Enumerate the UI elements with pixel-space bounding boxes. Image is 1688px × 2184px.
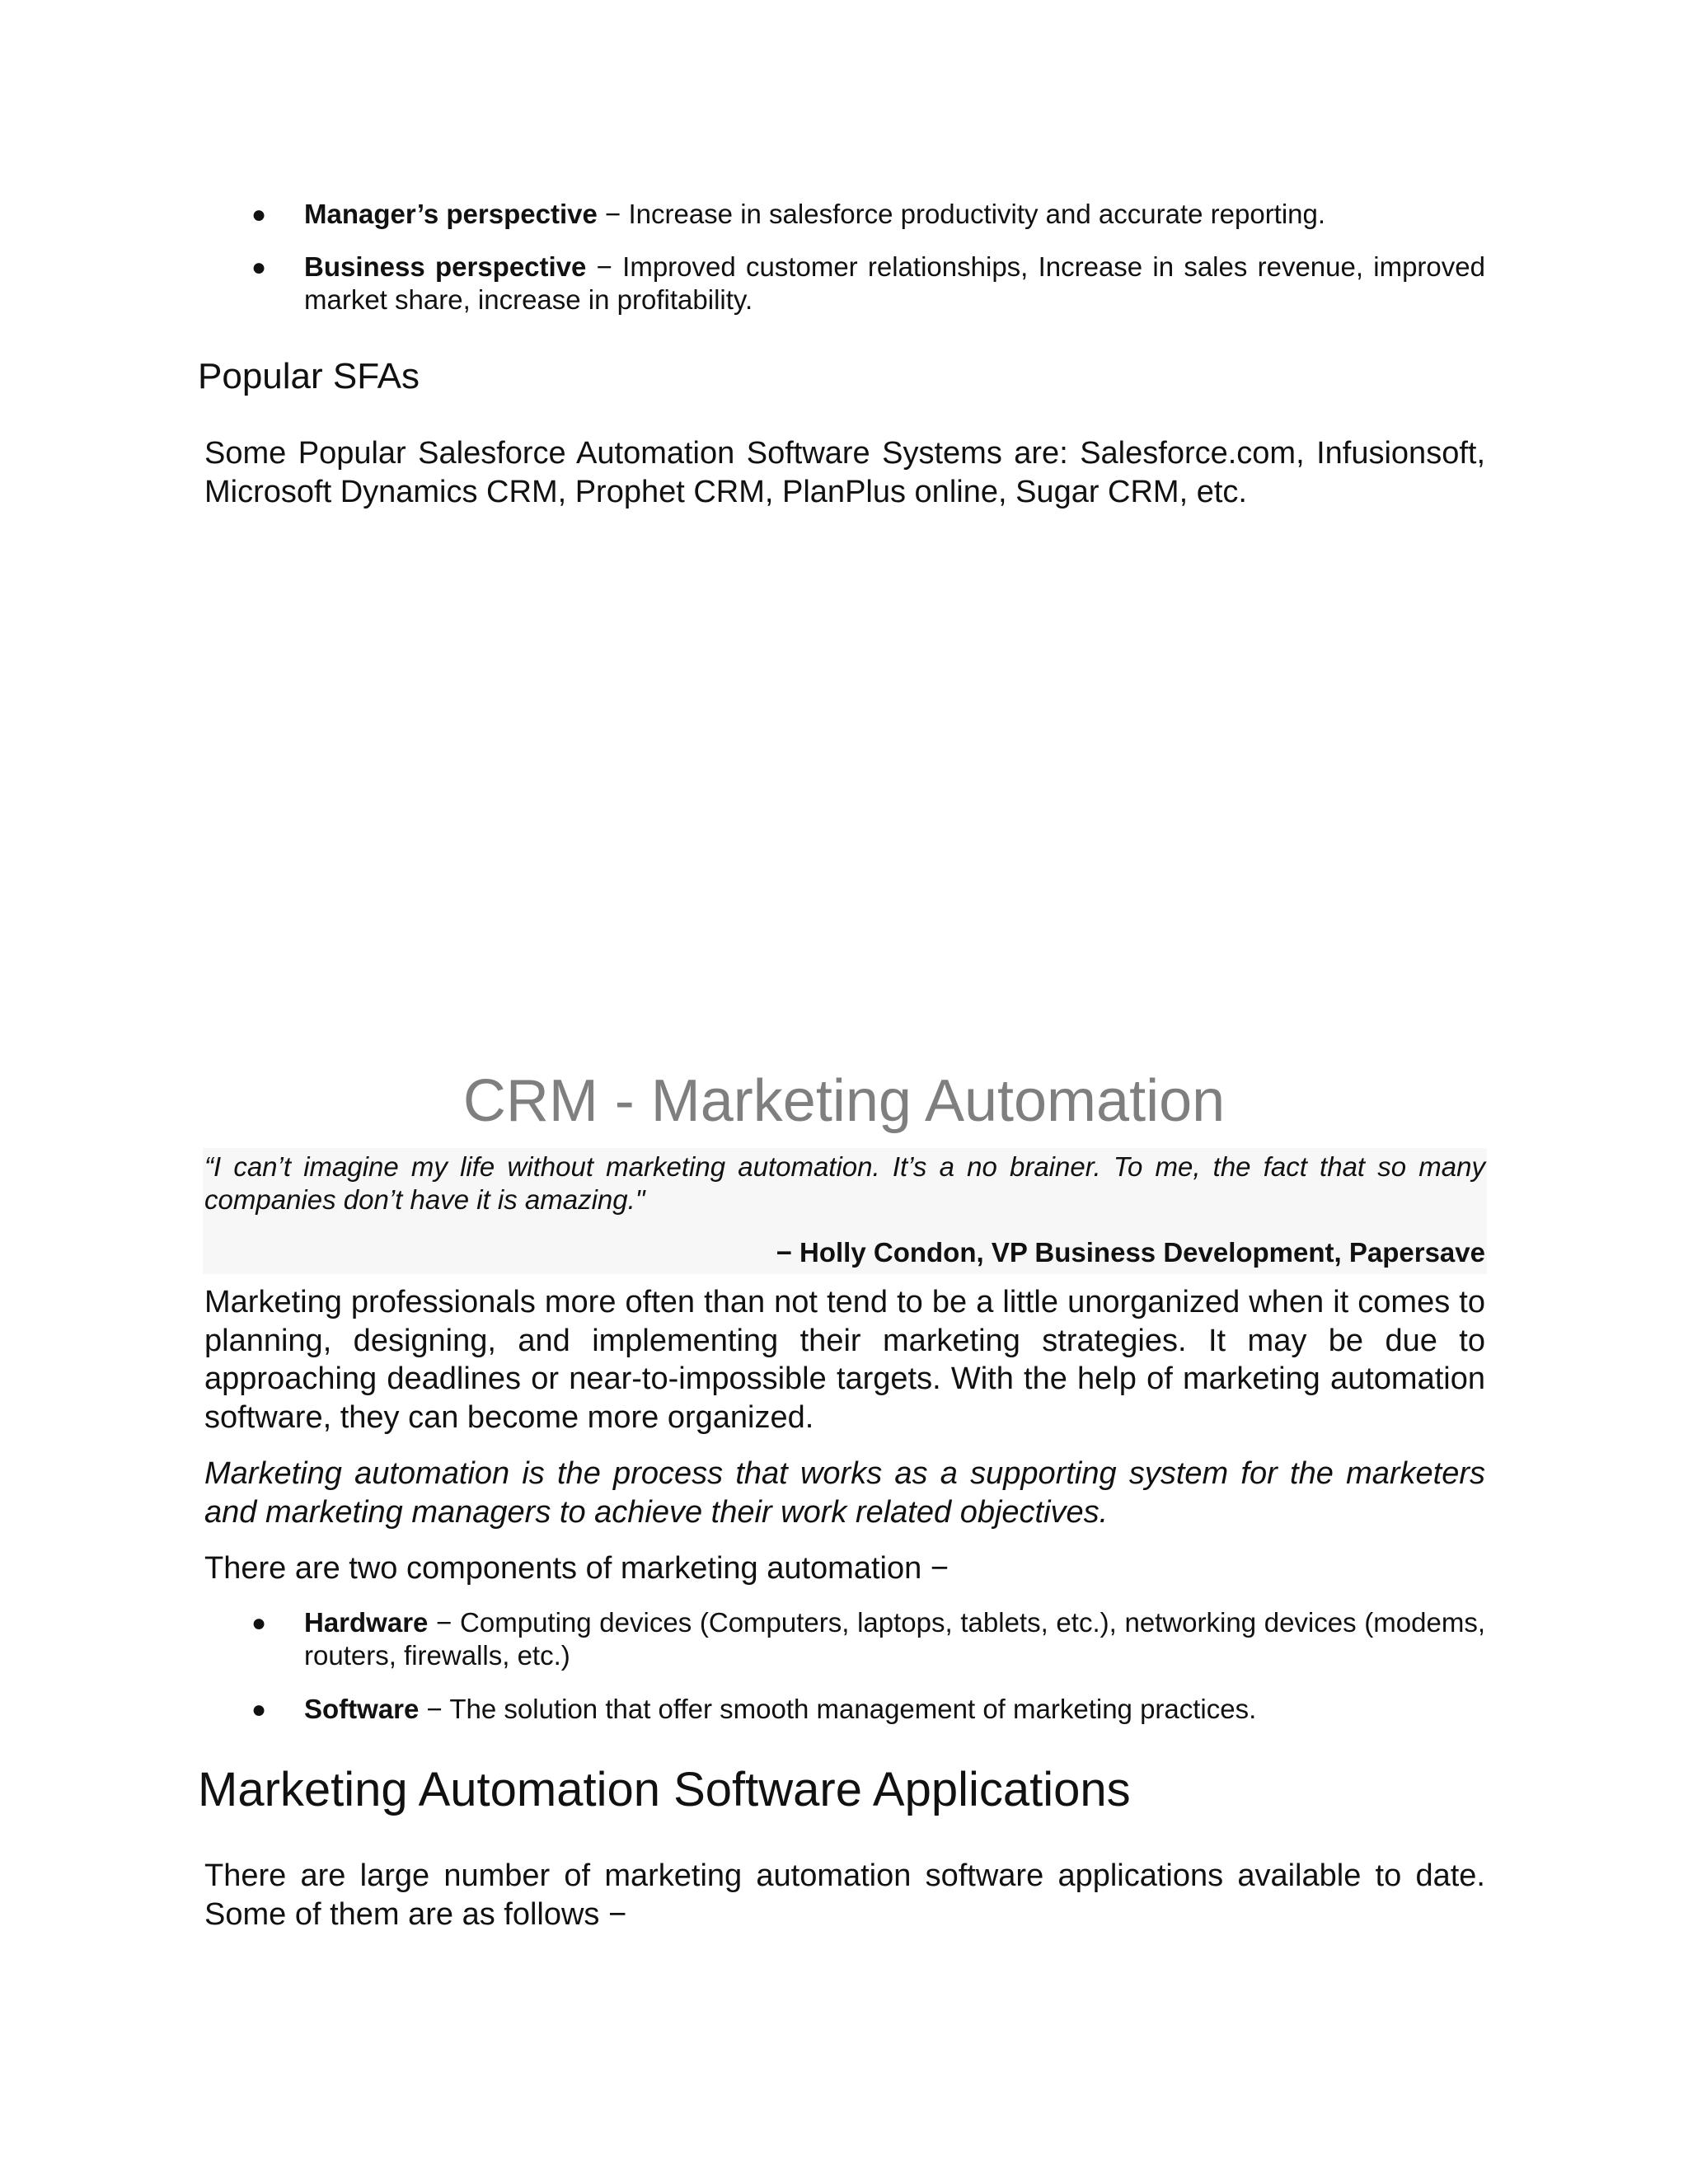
definition-paragraph: Marketing automation is the process that works as a supporting system for the marketers and marketing managers to achieve their work related objectives. <box>204 1456 1485 1530</box>
quote-text: “I can’t imagine my life without marketing automation. It’s a no brainer. To me, the fact that so many companies don’t have it is amazing." <box>204 1151 1485 1215</box>
bullet-icon: ● <box>251 1696 267 1723</box>
list-item <box>304 1693 1485 1726</box>
bullet-icon: ● <box>251 254 267 281</box>
bullet-icon: ● <box>251 1610 267 1637</box>
bullet-description: − Improved customer relationships, Increase in sales revenue, improved market share, increase in profitability. <box>304 251 1485 315</box>
popular-sfas-paragraph: Some Popular Salesforce Automation Software Systems are: Salesforce.com, Infusionsoft, Microsoft Dynamics CRM, Prophet CRM, PlanPlus online, Sugar CRM, etc. <box>204 436 1485 509</box>
applications-paragraph: There are large number of marketing automation software applications available to date. Some of them are as follows − <box>204 1858 1485 1932</box>
section-heading-applications: Marketing Automation Software Applications <box>198 1763 1131 1816</box>
list-item <box>304 251 1485 316</box>
intro-paragraph: Marketing professionals more often than not tend to be a little unorganized when it comes to planning, designing, and implementing their marketing strategies. It may be due to approaching deadlines or near-to-impossible targets. With the help of marketing automation software, they can become more organized. <box>204 1285 1485 1435</box>
bullet-term: Manager’s perspective <box>304 199 598 229</box>
components-intro: There are two components of marketing automation − <box>204 1551 949 1586</box>
bullet-description: − Increase in salesforce productivity and accurate reporting. <box>597 199 1326 229</box>
list-item <box>304 1606 1485 1672</box>
bullet-term: Hardware <box>304 1607 429 1638</box>
bullet-term: Business perspective <box>304 251 587 282</box>
bullet-icon: ● <box>251 201 267 228</box>
bullet-term: Software <box>304 1694 420 1724</box>
bullet-description: − Computing devices (Computers, laptops, tablets, etc.), networking devices (modems, routers, firewalls, etc.) <box>304 1607 1485 1671</box>
quote-author: − Holly Condon, VP Business Development, Papersave <box>776 1237 1485 1268</box>
list-item <box>304 198 1485 231</box>
page-title: CRM - Marketing Automation <box>462 1068 1226 1134</box>
section-heading-popular-sfas: Popular SFAs <box>198 356 420 396</box>
bullet-description: − The solution that offer smooth management of marketing practices. <box>419 1694 1257 1724</box>
